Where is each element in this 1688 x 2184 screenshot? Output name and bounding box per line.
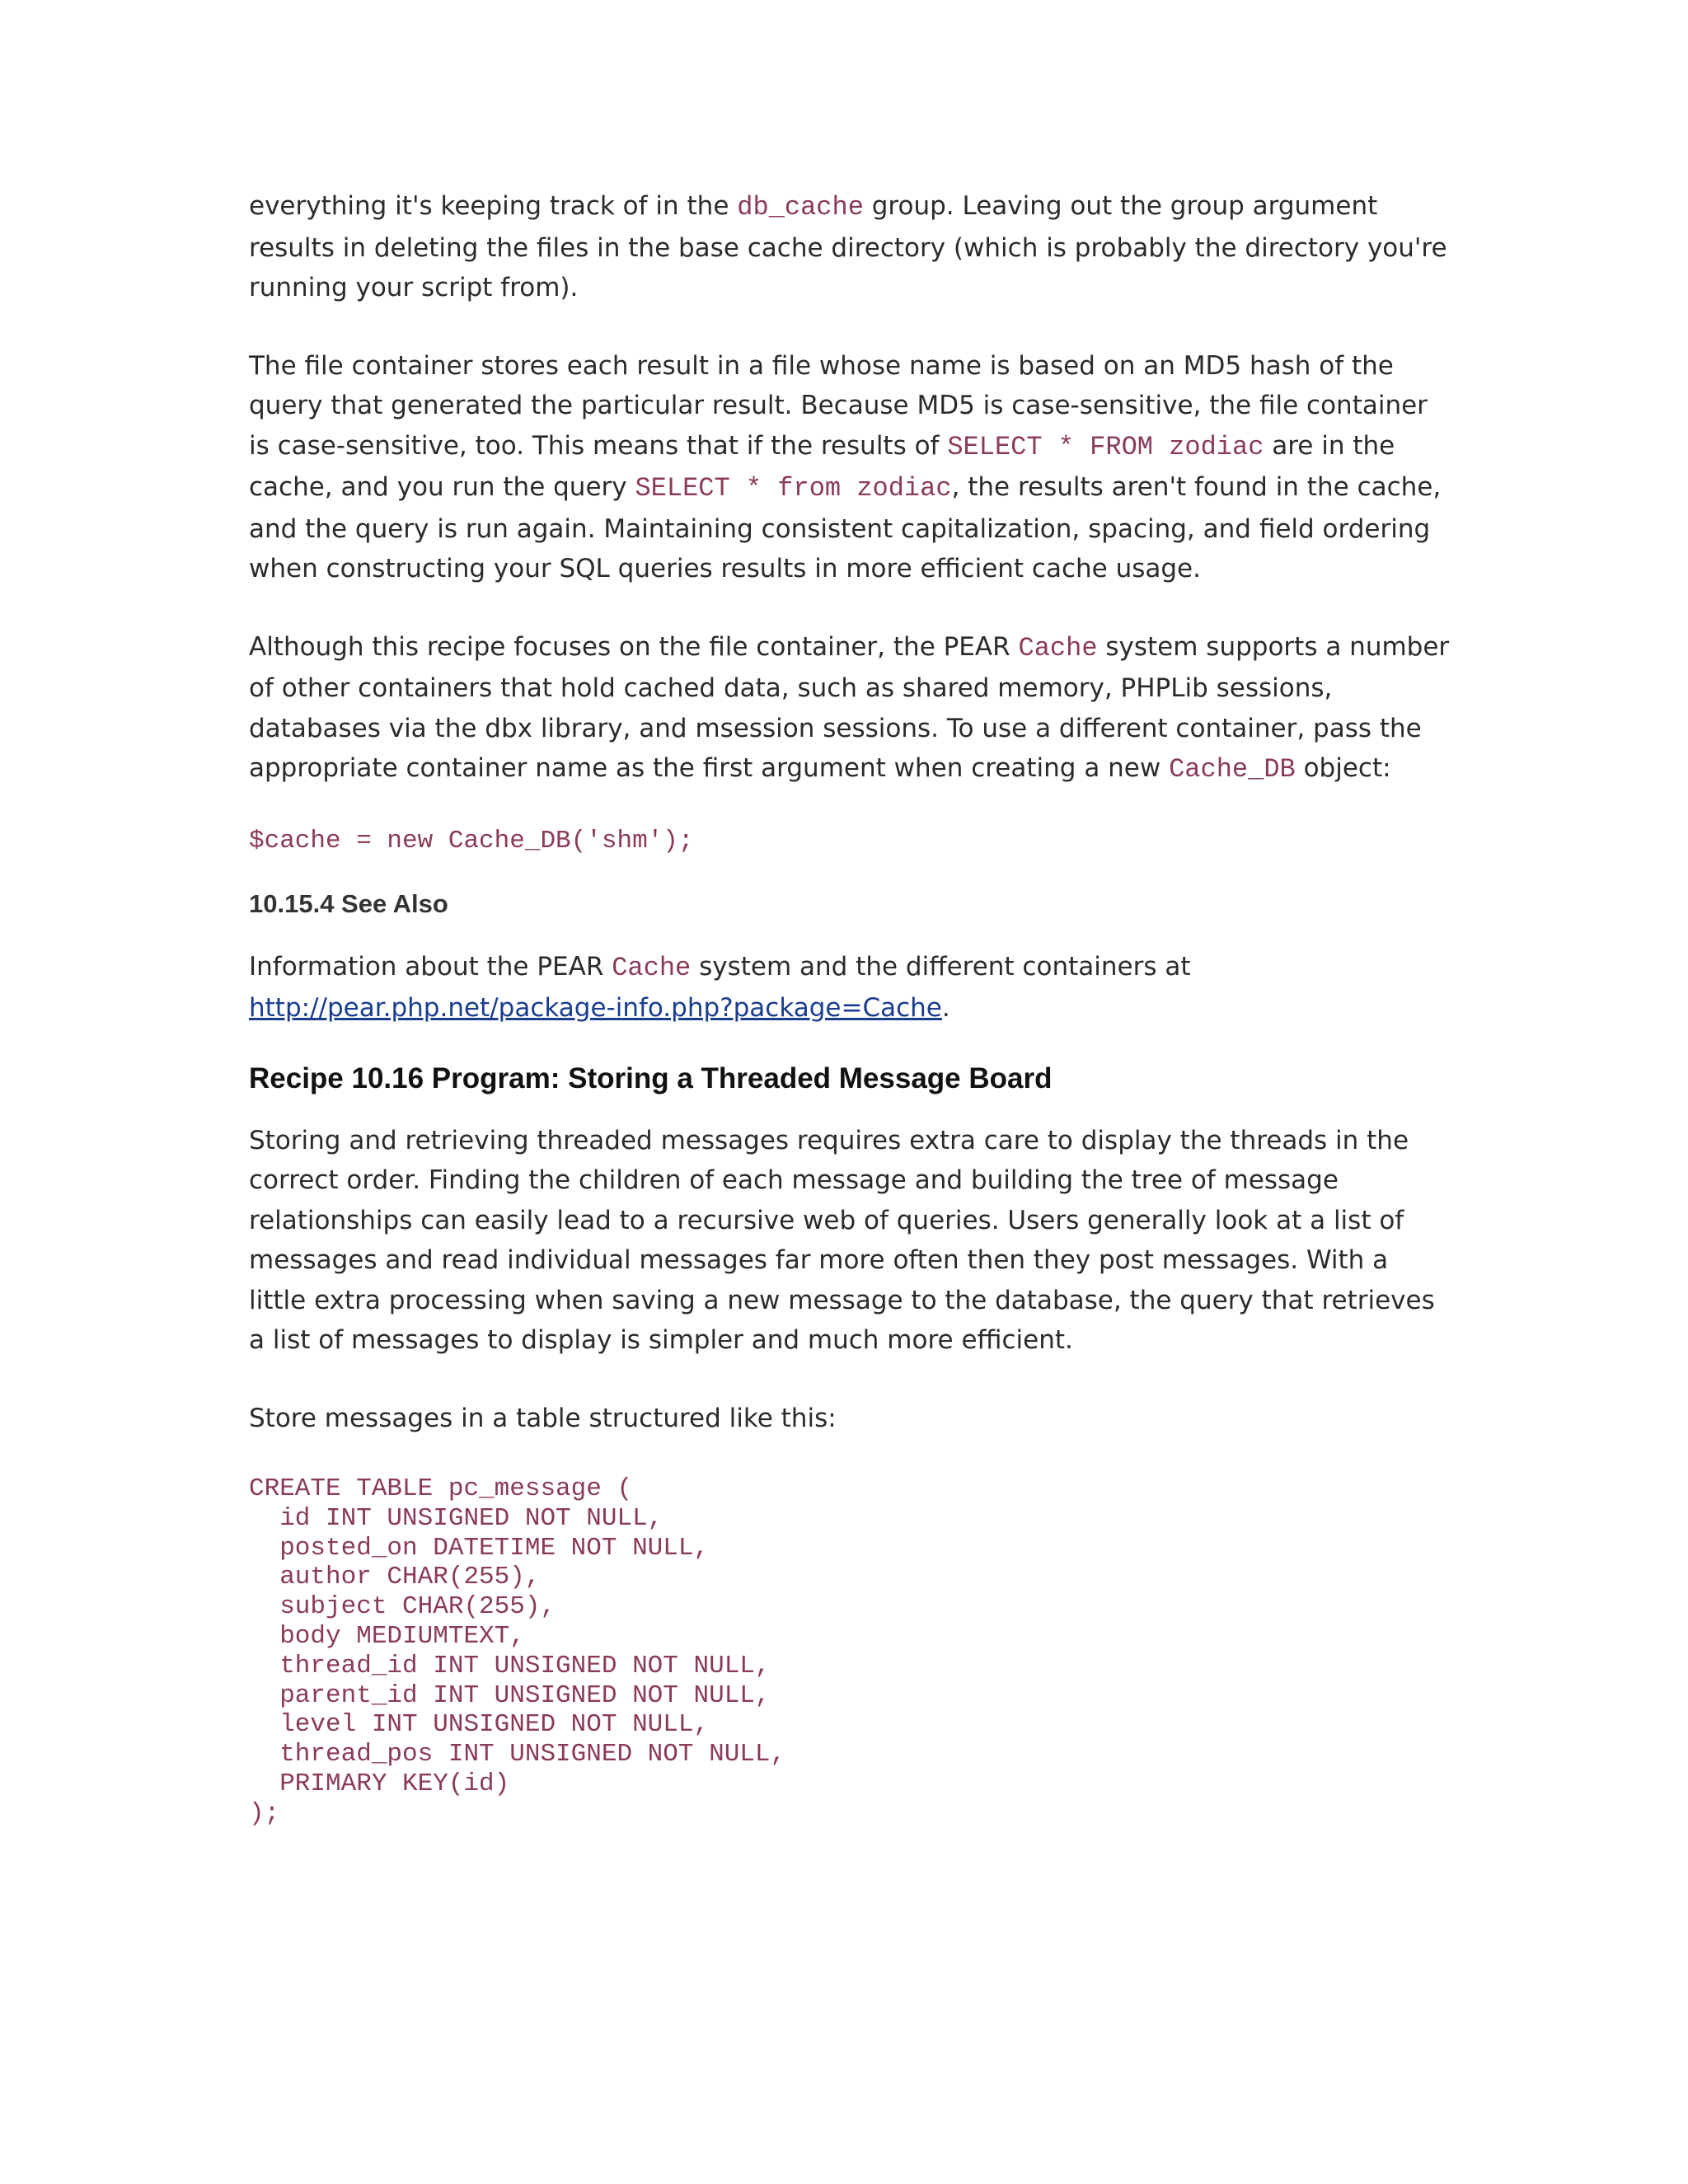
text: group. Leaving out the group argument results in deleting the files in the base cache directory (which is probably the directory you're running your script from). — [249, 191, 1447, 302]
text: object: — [1295, 753, 1391, 783]
text: Although this recipe focuses on the file container, the PEAR — [249, 631, 1019, 662]
inline-code: db_cache — [737, 192, 864, 223]
paragraph-cache-group — [249, 186, 1452, 308]
text: system supports a number of other containers that hold cached data, such as shared memory, PHPLib sessions, databases via the dbx library, and msession sessions. To use a different container, pass the appropriate container name as the first argument when creating a new — [249, 631, 1450, 783]
code-block-create-table: CREATE TABLE pc_message ( id INT UNSIGNED NOT NULL, posted_on DATETIME NOT NULL, author CHAR(255), subject CHAR(255), body MEDIUMTEXT, thread_id INT UNSIGNED NOT NULL, parent_id INT UNSIGNED NOT NULL, level INT UNSIGNED NOT NULL, thread_pos INT UNSIGNED NOT NULL, PRIMARY KEY(id) ); — [249, 1474, 786, 1828]
recipe-heading: Recipe 10.16 Program: Storing a Threaded Message Board — [249, 1062, 1053, 1094]
inline-code: SELECT * FROM zodiac — [947, 431, 1264, 462]
paragraph-store-messages: Store messages in a table structured like this: — [249, 1403, 837, 1433]
text: , the results aren't found in the cache, and the query is run again. Maintaining consistent capitalization, spacing, and field ordering when constructing your SQL queries results in more efficient cache usage. — [249, 472, 1442, 583]
section-heading-see-also: 10.15.4 See Also — [249, 888, 448, 918]
paragraph-file-container — [249, 346, 1452, 589]
text: system and the different containers at — [691, 951, 1191, 982]
pear-cache-link[interactable]: http://pear.php.net/package-info.php?package=Cache — [249, 993, 942, 1023]
paragraph-threaded-messages: Storing and retrieving threaded messages requires extra care to display the threads in the correct order. Finding the children of each message and building the tree of message relationships can easily lead to a recursive web of queries. Users generally look at a list of messages and read individual messages far more often then they post messages. With a little extra processing when saving a new message to the database, the query that retrieves a list of messages to display is simpler and much more efficient. — [249, 1125, 1435, 1355]
inline-code: Cache_DB — [1169, 754, 1296, 785]
text: Information about the PEAR — [249, 951, 612, 982]
inline-code: Cache — [1018, 632, 1098, 663]
code-sample-shm: $cache = new Cache_DB('shm'); — [249, 826, 694, 855]
paragraph-see-also — [249, 947, 1452, 1029]
text: The file container stores each result in a file whose name is based on an MD5 hash of the query that generated the particular result. Because MD5 is case-sensitive, the file container is case-sensitive, too. This means that if the results of — [249, 350, 1428, 461]
document-page — [249, 186, 1452, 1829]
text: are in the cache, and you run the query — [249, 430, 1395, 502]
paragraph-other-containers — [249, 627, 1452, 790]
text: everything it's keeping track of in the — [249, 191, 738, 221]
inline-code: SELECT * from zodiac — [635, 473, 952, 504]
text: . — [941, 993, 950, 1023]
inline-code: Cache — [612, 952, 692, 983]
